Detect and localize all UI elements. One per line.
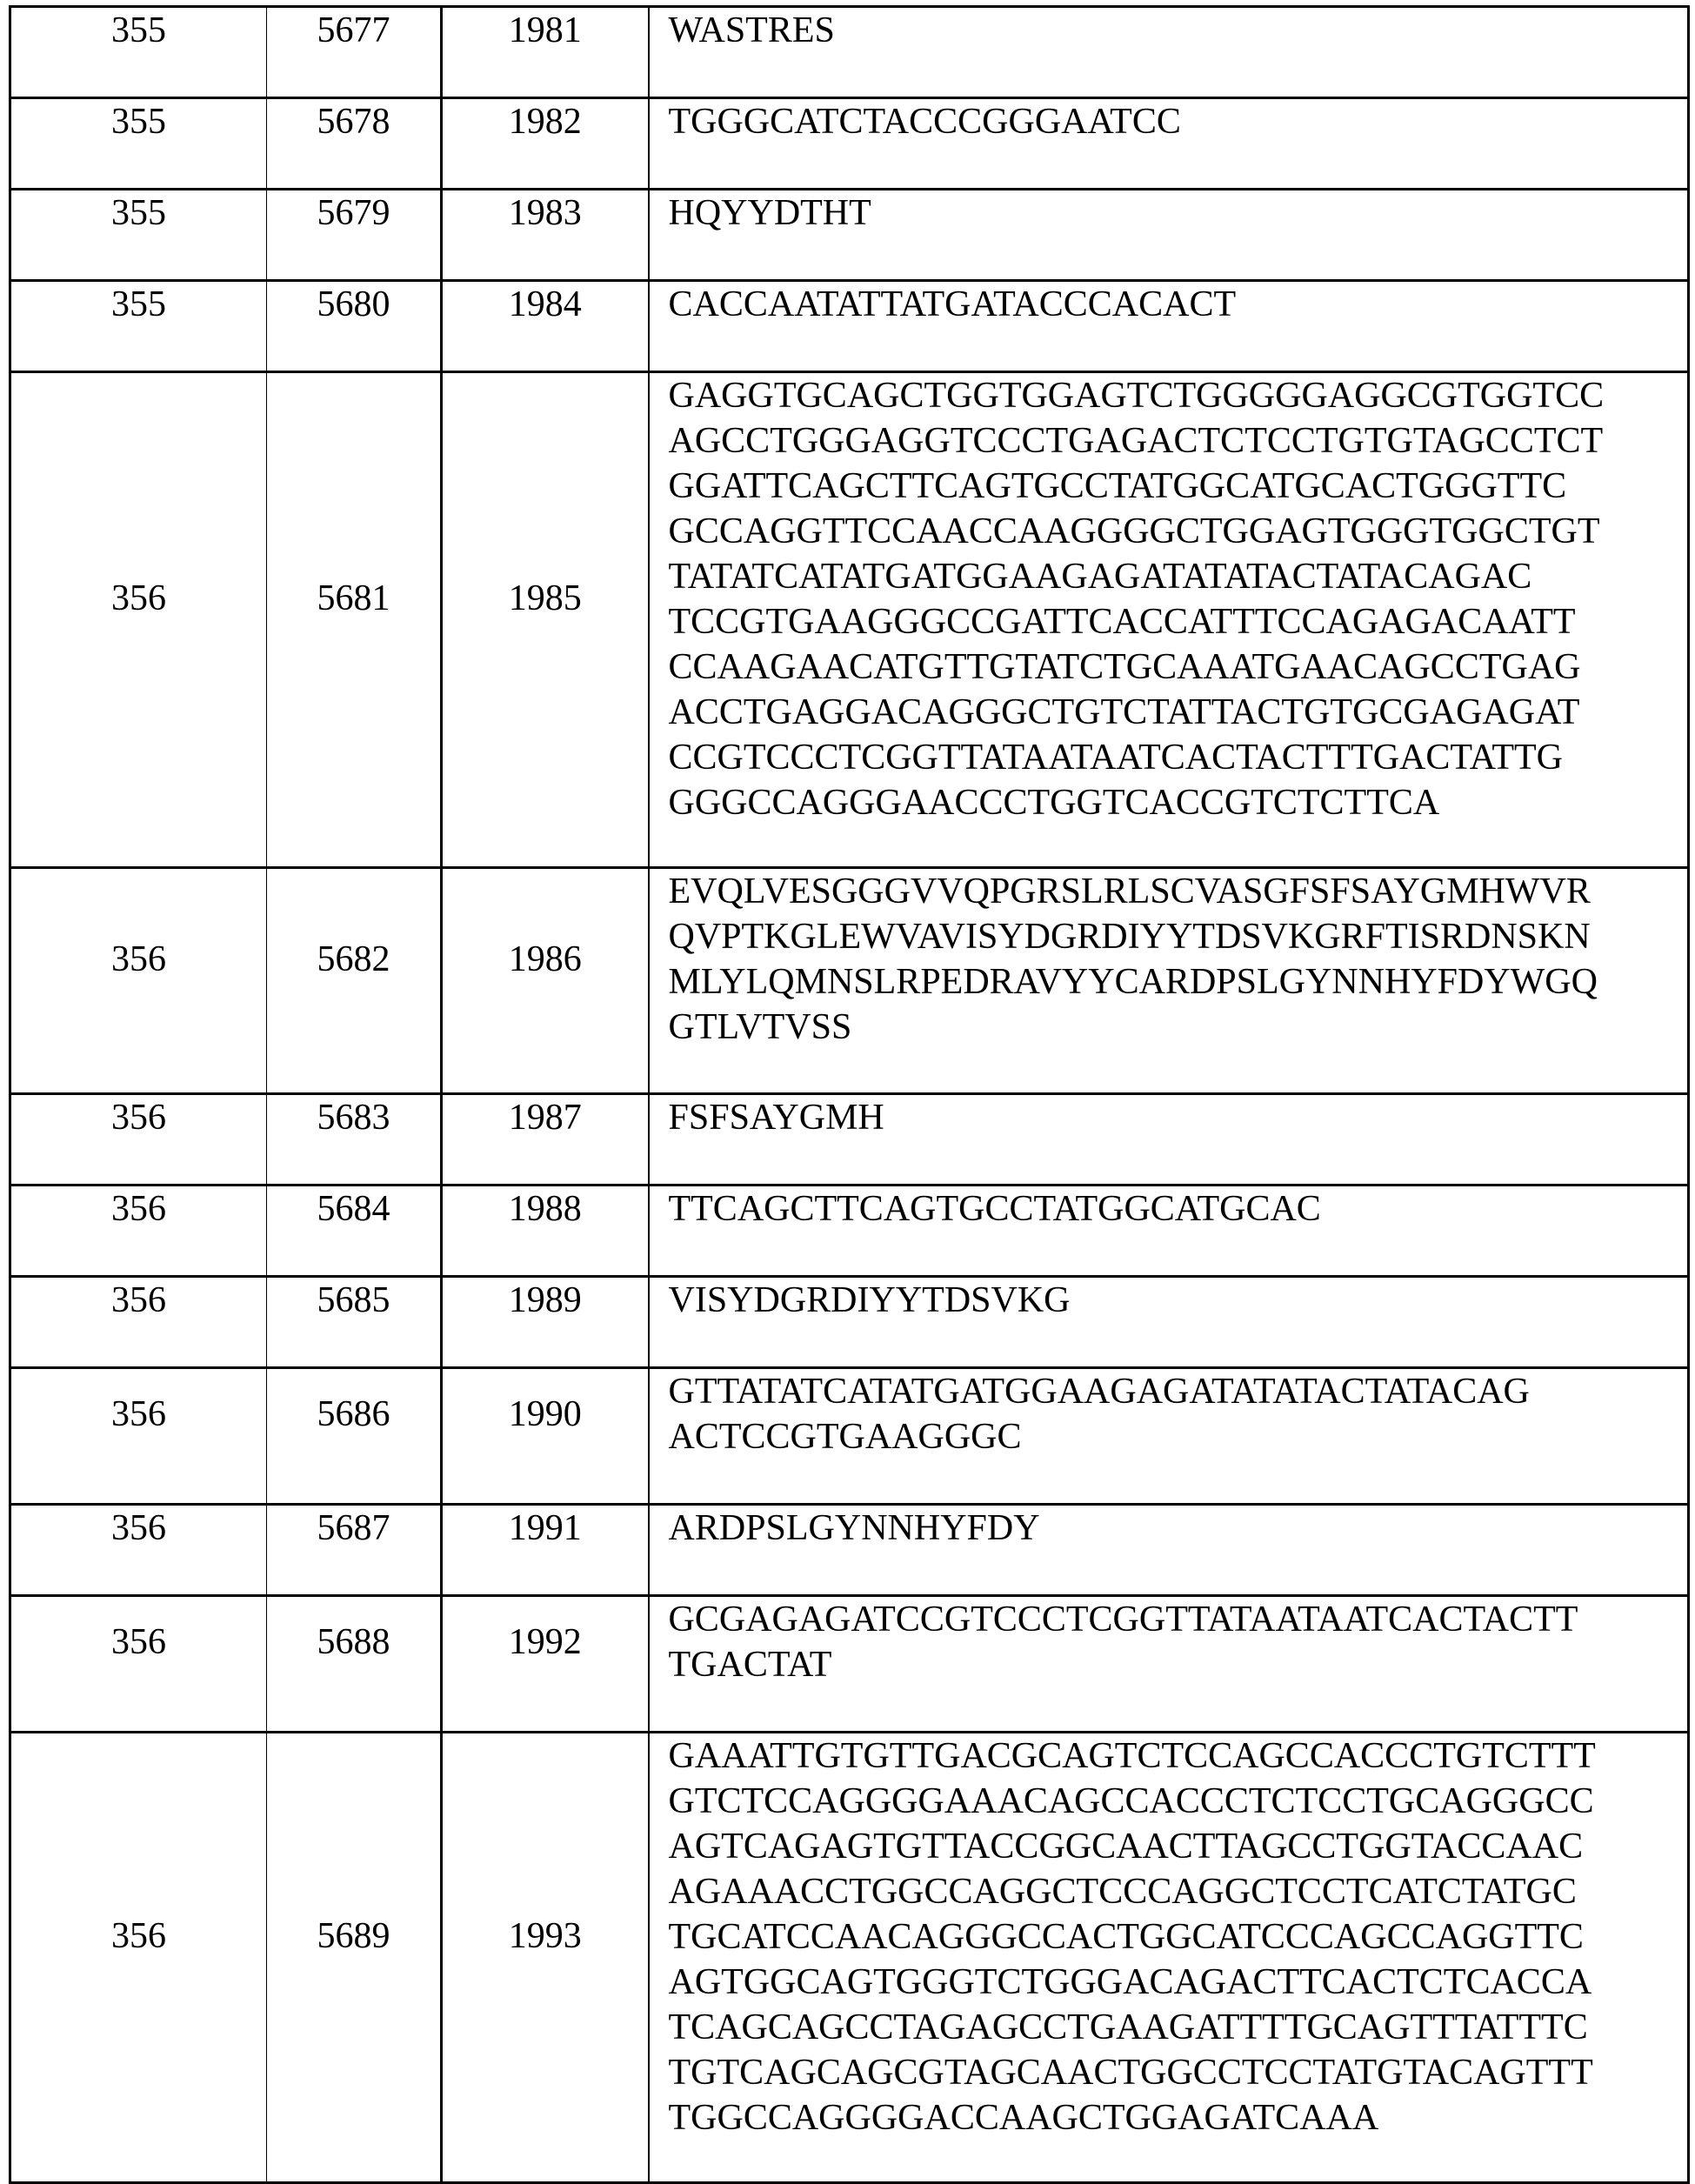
sequence-table [9, 5, 1690, 2184]
cell-col3: 1982 [442, 98, 649, 190]
cell-col1: 355 [10, 98, 267, 190]
table-row [10, 1277, 1689, 1368]
table-row [10, 1596, 1689, 1733]
cell-col1: 356 [10, 1733, 267, 2183]
cell-col1: 355 [10, 7, 267, 98]
cell-sequence: CACCAATATTATGATACCCACACT [649, 281, 1689, 372]
cell-col2: 5679 [267, 190, 442, 281]
cell-col1: 356 [10, 1596, 267, 1733]
cell-col3: 1990 [442, 1368, 649, 1505]
table-row [10, 1186, 1689, 1277]
cell-sequence: EVQLVESGGGVVQPGRSLRLSCVASGFSFSAYGMHWVR QVPTKGLEWVAVISYDGRDIYYTDSVKGRFTISRDNSKN MLYLQMNSLRPEDRAVYYCARDPSLGYNNHYFDYWGQ GTLVTVSS [649, 868, 1689, 1094]
cell-sequence: GAAATTGTGTTGACGCAGTCTCCAGCCACCCTGTCTTT GTCTCCAGGGGAAACAGCCACCCTCTCCTGCAGGGCC AGTCAGAGTGTTACCGGCAACTTAGCCTGGTACCAAC AGAAACCTGGCCAGGCTCCCAGGCTCCTCATCTATGC TGCATCCAACAGGGCCACTGGCATCCCAGCCAGGTTC AGTGGCAGTGGGTCTGGGACAGACTTCACTCTCACCA TCAGCAGCCTAGAGCCTGAAGATTTTGCAGTTTATTTC TGTCAGCAGCGTAGCAACTGGCCTCCTATGTACAGTTT TGGCCAGGGGACCAAGCTGGAGATCAAA [649, 1733, 1689, 2183]
cell-col1: 356 [10, 1368, 267, 1505]
table-row [10, 98, 1689, 190]
cell-col1: 356 [10, 1094, 267, 1186]
cell-col2: 5689 [267, 1733, 442, 2183]
cell-sequence: ARDPSLGYNNHYFDY [649, 1505, 1689, 1596]
table-row [10, 7, 1689, 98]
cell-col2: 5685 [267, 1277, 442, 1368]
cell-col2: 5686 [267, 1368, 442, 1505]
cell-sequence: GAGGTGCAGCTGGTGGAGTCTGGGGGAGGCGTGGTCC AGCCTGGGAGGTCCCTGAGACTCTCCTGTGTAGCCTCT GGATTCAGCTTCAGTGCCTATGGCATGCACTGGGTTC GCCAGGTTCCAACCAAGGGGCTGGAGTGGGTGGCTGT TATATCATATGATGGAAGAGATATATACTATACAGAC TCCGTGAAGGGCCGATTCACCATTTCCAGAGACAATT CCAAGAACATGTTGTATCTGCAAATGAACAGCCTGAG ACCTGAGGACAGGGCTGTCTATTACTGTGCGAGAGAT CCGTCCCTCGGTTATAATAATCACTACTTTGACTATTG GGGCCAGGGAACCCTGGTCACCGTCTCTTCA [649, 372, 1689, 868]
cell-col2: 5684 [267, 1186, 442, 1277]
cell-col1: 356 [10, 1277, 267, 1368]
cell-col2: 5688 [267, 1596, 442, 1733]
cell-sequence: HQYYDTHT [649, 190, 1689, 281]
cell-sequence: GCGAGAGATCCGTCCCTCGGTTATAATAATCACTACTT TGACTAT [649, 1596, 1689, 1733]
cell-col1: 356 [10, 868, 267, 1094]
cell-col2: 5680 [267, 281, 442, 372]
cell-col3: 1989 [442, 1277, 649, 1368]
cell-sequence: TGGGCATCTACCCGGGAATCC [649, 98, 1689, 190]
cell-col1: 355 [10, 190, 267, 281]
cell-sequence: TTCAGCTTCAGTGCCTATGGCATGCAC [649, 1186, 1689, 1277]
cell-col3: 1986 [442, 868, 649, 1094]
cell-col3: 1992 [442, 1596, 649, 1733]
sequence-table-body [10, 7, 1689, 2183]
cell-col3: 1993 [442, 1733, 649, 2183]
cell-col3: 1983 [442, 190, 649, 281]
table-row [10, 281, 1689, 372]
cell-col2: 5682 [267, 868, 442, 1094]
table-row [10, 1094, 1689, 1186]
table-row [10, 190, 1689, 281]
cell-sequence: VISYDGRDIYYTDSVKG [649, 1277, 1689, 1368]
table-row [10, 868, 1689, 1094]
table-row [10, 1733, 1689, 2183]
table-row [10, 372, 1689, 868]
cell-col1: 355 [10, 281, 267, 372]
cell-col1: 356 [10, 372, 267, 868]
cell-col2: 5677 [267, 7, 442, 98]
cell-sequence: GTTATATCATATGATGGAAGAGATATATACTATACAG ACTCCGTGAAGGGC [649, 1368, 1689, 1505]
cell-col1: 356 [10, 1505, 267, 1596]
cell-col2: 5678 [267, 98, 442, 190]
cell-col2: 5687 [267, 1505, 442, 1596]
cell-col3: 1984 [442, 281, 649, 372]
cell-col2: 5683 [267, 1094, 442, 1186]
cell-col3: 1981 [442, 7, 649, 98]
table-row [10, 1505, 1689, 1596]
cell-sequence: FSFSAYGMH [649, 1094, 1689, 1186]
cell-col3: 1987 [442, 1094, 649, 1186]
cell-col2: 5681 [267, 372, 442, 868]
cell-col3: 1985 [442, 372, 649, 868]
table-row [10, 1368, 1689, 1505]
cell-col1: 356 [10, 1186, 267, 1277]
cell-col3: 1991 [442, 1505, 649, 1596]
cell-sequence: WASTRES [649, 7, 1689, 98]
cell-col3: 1988 [442, 1186, 649, 1277]
